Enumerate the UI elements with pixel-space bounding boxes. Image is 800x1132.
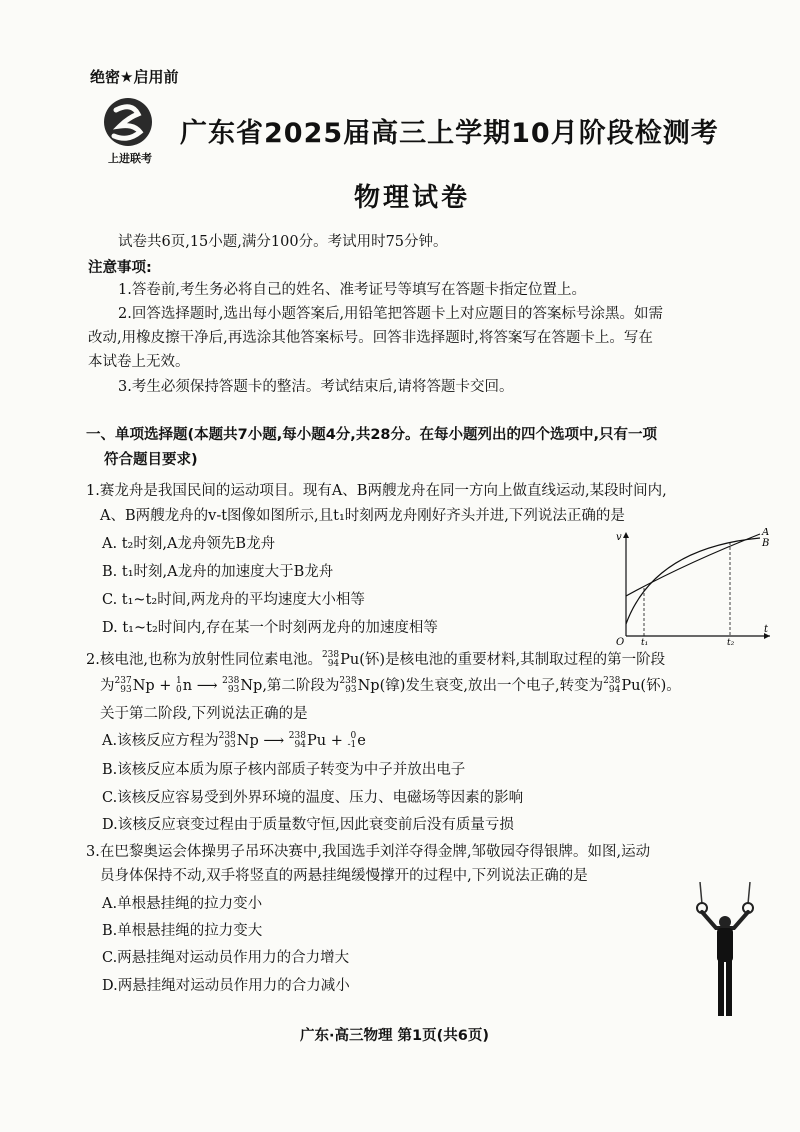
notes-heading: 注意事项:: [88, 260, 152, 276]
q3-option-d: D.两悬挂绳对运动员作用力的合力减小: [102, 978, 350, 994]
axis-v-label: v: [616, 532, 622, 543]
label-b: B: [762, 538, 770, 549]
gymnast-figure: [690, 882, 760, 1022]
axis-t-label: t: [764, 624, 769, 635]
origin-label: O: [616, 637, 625, 646]
note-3: 3.考生必须保持答题卡的整洁。考试结束后,请将答题卡交回。: [118, 379, 514, 395]
label-a: A: [762, 528, 770, 538]
q1-option-a: A. t₂时刻,A龙舟领先B龙舟: [102, 536, 276, 552]
q3-option-b: B.单根悬挂绳的拉力变大: [102, 923, 263, 939]
confidential-label: 绝密★启用前: [90, 68, 179, 86]
q1-stem-1: 1.赛龙舟是我国民间的运动项目。现有A、B两艘龙舟在同一方向上做直线运动,某段时间内,: [86, 483, 667, 499]
q3-option-c: C.两悬挂绳对运动员作用力的合力增大: [102, 950, 350, 966]
q1-option-c: C. t₁~t₂时间,两龙舟的平均速度大小相等: [102, 592, 365, 608]
q3-stem-1: 3.在巴黎奥运会体操男子吊环决赛中,我国选手刘洋夺得金牌,邹敬园夺得银牌。如图,运动: [86, 844, 651, 860]
subject-title: 物理试卷: [354, 183, 471, 213]
q3-option-a: A.单根悬挂绳的拉力变小: [102, 896, 263, 912]
logo-text: 上进联考: [108, 152, 152, 165]
section-heading: 一、单项选择题(本题共7小题,每小题4分,共28分。在每小题列出的四个选项中,只有一项: [86, 427, 658, 443]
tick-t1: t₁: [641, 638, 649, 646]
q2-stem-3: 关于第二阶段,下列说法正确的是: [100, 706, 308, 722]
curve-b: [626, 538, 760, 624]
note-2b: 改动,用橡皮擦干净后,再选涂其他答案标号。回答非选择题时,将答案写在答题卡上。写在: [88, 330, 653, 346]
q3-stem-2: 员身体保持不动,双手将竖直的两悬挂绳缓慢撑开的过程中,下列说法正确的是: [100, 868, 588, 884]
tick-t2: t₂: [727, 638, 735, 646]
page-footer: 广东·高三物理 第1页(共6页): [300, 1028, 489, 1044]
q2-stem-2: 为 237 93 Np + 1 0 n ⟶ 238 93 Np,第二阶段为 238 93 Np(镎)发生衰变,放出一个电子,转变为 238 94 Pu(钚)。: [100, 676, 681, 695]
q1-option-b: B. t₁时刻,A龙舟的加速度大于B龙舟: [102, 564, 334, 580]
note-2a: 2.回答选择题时,选出每小题答案后,用铅笔把答题卡上对应题目的答案标号涂黑。如需: [118, 306, 664, 322]
intro-text: 试卷共6页,15小题,满分100分。考试用时75分钟。: [118, 234, 448, 250]
vt-graph: [614, 528, 774, 646]
q2-option-c: C.该核反应容易受到外界环境的温度、压力、电磁场等因素的影响: [102, 790, 524, 806]
q2-option-d: D.该核反应衰变过程由于质量数守恒,因此衰变前后没有质量亏损: [102, 817, 514, 833]
q1-option-d: D. t₁~t₂时间内,存在某一个时刻两龙舟的加速度相等: [102, 620, 438, 636]
section-heading-2: 符合题目要求): [104, 452, 198, 468]
q2-option-b: B.该核反应本质为原子核内部质子转变为中子并放出电子: [102, 762, 466, 778]
q2-stem-1: 2.核电池,也称为放射性同位素电池。 238 94 Pu(钚)是核电池的重要材料,其制取过程的第一阶段: [86, 650, 666, 669]
note-1: 1.答卷前,考生务必将自己的姓名、准考证号等填写在答题卡指定位置上。: [118, 282, 586, 298]
logo: [98, 96, 162, 168]
note-2c: 本试卷上无效。: [88, 354, 190, 370]
exam-title: 广东省2025届高三上学期10月阶段检测考: [180, 118, 719, 149]
q1-stem-2: A、B两艘龙舟的v-t图像如图所示,且t₁时刻两龙舟刚好齐头并进,下列说法正确的是: [100, 508, 625, 524]
q2-option-a: A.该核反应方程为 238 93 Np ⟶ 238 94 Pu + 0 -1 e: [102, 731, 366, 750]
curve-a: [626, 534, 760, 596]
